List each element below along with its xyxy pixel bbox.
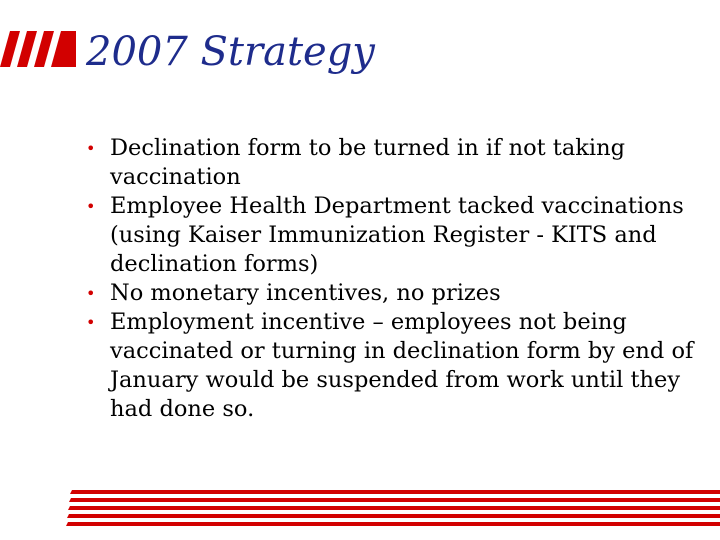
- bullet-item: [86, 279, 700, 308]
- slide-title: 2007 Strategy: [86, 29, 375, 75]
- bullet-list: [86, 134, 700, 424]
- footer-lines-decoration: [66, 490, 720, 526]
- bullet-text: Declination form to be turned in if not taking vaccination: [110, 135, 625, 190]
- bullet-dot-icon: •: [86, 313, 96, 332]
- red-bars-logo-icon: [0, 31, 76, 67]
- bullet-item: [86, 134, 700, 192]
- bullet-text: No monetary incentives, no prizes: [110, 280, 501, 306]
- bullet-dot-icon: •: [86, 139, 96, 158]
- bullet-dot-icon: •: [86, 284, 96, 303]
- bullet-dot-icon: •: [86, 197, 96, 216]
- bullet-item: [86, 192, 700, 279]
- bullet-item: [86, 308, 700, 424]
- bullet-text: Employment incentive – employees not being vaccinated or turning in declination form by end of January would be suspended from work until they had done so.: [110, 309, 694, 422]
- bullet-text: Employee Health Department tacked vaccinations (using Kaiser Immunization Register - KITS and declination forms): [110, 193, 684, 277]
